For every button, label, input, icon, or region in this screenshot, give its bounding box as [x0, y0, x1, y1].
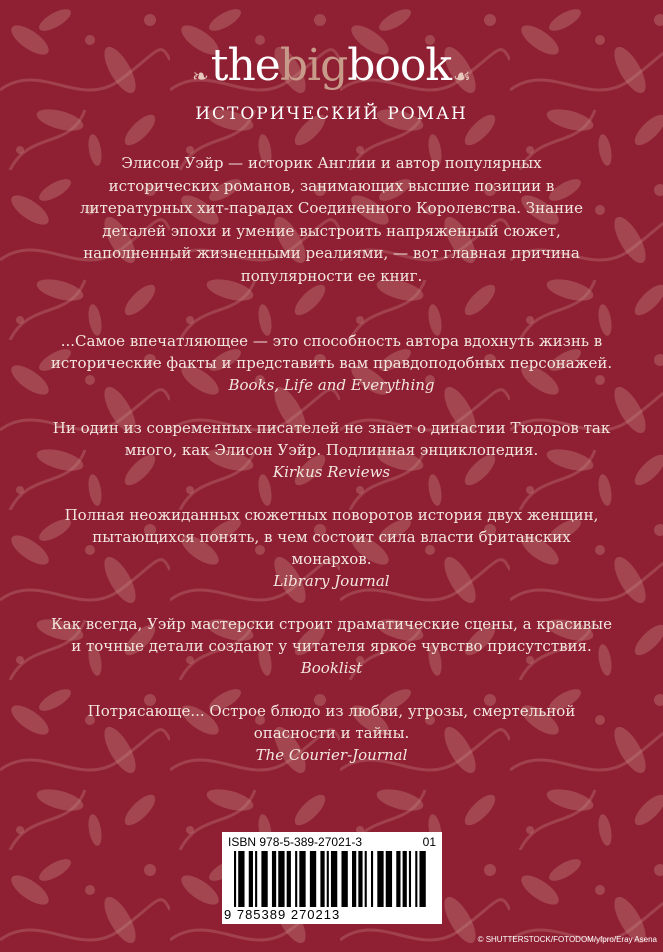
review-source: Booklist	[300, 659, 363, 677]
isbn-number: ISBN 978-5-389-27021-3	[228, 835, 363, 849]
ornament-left-icon: ❧	[192, 63, 209, 88]
review-text: Потрясающе... Острое блюдо из любви, угрозы, смертельной опасности и тайны.	[87, 702, 576, 742]
review-text: Ни один из современных писателей не знает о династии Тюдоров так много, как Элисон Уэйр. Подлинная энциклопедия.	[52, 419, 611, 459]
barcode-bar	[299, 851, 305, 907]
review-text: Полная неожиданных сюжетных поворотов история двух женщин, пытающихся понять, в чем состоит сила власти британских монархов.	[64, 506, 599, 568]
logo-big: big	[279, 40, 348, 91]
barcode-bar	[371, 851, 373, 907]
barcode-bar	[419, 851, 425, 907]
review-source: The Courier-Journal	[255, 746, 408, 764]
photo-credit: © SHUTTERSTOCK/FOTODOM/yfpro/Eray Asena	[477, 935, 657, 944]
ean-number: 9 785389 270213	[224, 907, 341, 922]
review-text: ...Самое впечатляющее — это способность автора вдохнуть жизнь в исторические факты и представить вам правдоподобных персонажей.	[50, 332, 613, 372]
review-source: Kirkus Reviews	[272, 463, 391, 481]
review	[50, 330, 613, 396]
review-source: Library Journal	[273, 572, 390, 590]
barcode-bar	[234, 851, 236, 907]
barcode-bar	[377, 851, 383, 907]
barcode-bar	[261, 851, 267, 907]
review	[50, 504, 613, 592]
review-source: Books, Life and Everything	[228, 376, 435, 394]
barcode-bar	[365, 851, 367, 907]
barcode-bar	[327, 851, 329, 907]
author-blurb: Элисон Уэйр — историк Англии и автор популярных исторических романов, занимающих высшие позиции в литературных хит-парадах Соединенного Королевства. Знание деталей эпохи и умение выстроить напряженный сюжет, наполненный жизненными реалиями, — вот главная причина популярности ее книг.	[80, 154, 583, 285]
logo-book: book	[347, 40, 452, 91]
barcode-bar	[295, 851, 297, 907]
barcode-bar	[396, 851, 400, 907]
barcode-bar	[341, 851, 347, 907]
barcode-bar	[386, 851, 392, 907]
barcode-bar	[287, 851, 291, 907]
logo-the: the	[210, 40, 280, 91]
isbn-addon: 01	[422, 835, 436, 849]
barcode-bar	[331, 851, 337, 907]
review	[50, 613, 613, 679]
barcode-bar	[403, 851, 407, 907]
barcode-bar	[415, 851, 417, 907]
barcode-bar	[238, 851, 244, 907]
review	[50, 700, 613, 766]
barcode-bars	[234, 851, 430, 907]
review-text: Как всегда, Уэйр мастерски строит драматические сцены, а красивые и точные детали создают у читателя яркое чувство присутствия.	[51, 615, 612, 655]
barcode-bar	[272, 851, 276, 907]
barcode-bar	[352, 851, 356, 907]
reviews-list	[50, 330, 613, 787]
barcode-bar	[249, 851, 253, 907]
thebigbook-logo	[0, 40, 663, 92]
series-subtitle: ИСТОРИЧЕСКИЙ РОМАН	[195, 104, 468, 124]
barcode	[222, 832, 442, 924]
ornament-right-icon: ☙	[453, 63, 471, 88]
barcode-bar	[310, 851, 316, 907]
barcode-bar	[320, 851, 324, 907]
barcode-bar	[409, 851, 411, 907]
barcode-bar	[358, 851, 362, 907]
review	[50, 417, 613, 483]
barcode-bar	[278, 851, 284, 907]
barcode-bar	[255, 851, 257, 907]
